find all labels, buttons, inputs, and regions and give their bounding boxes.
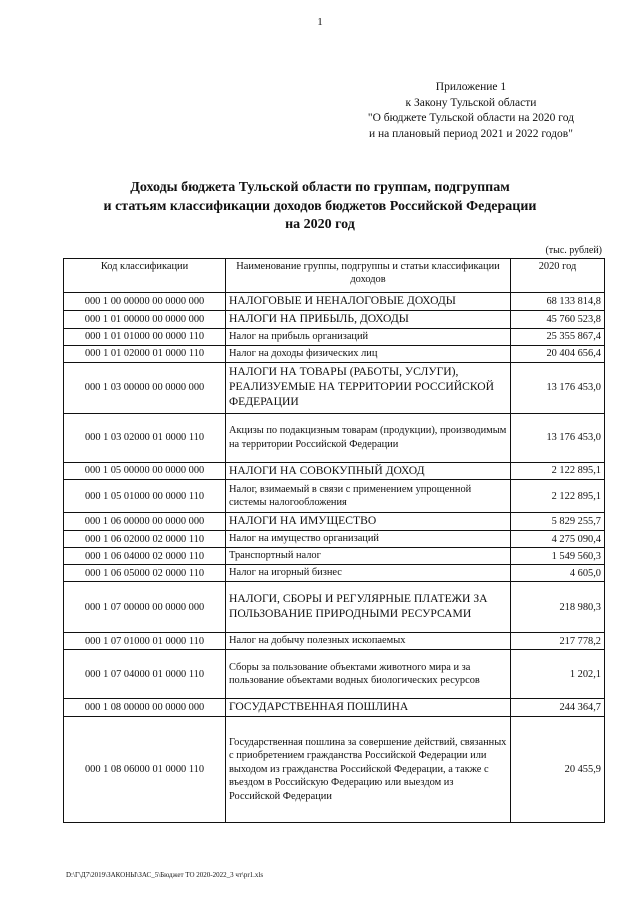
document-title bbox=[40, 179, 600, 235]
appendix-line: и на плановый период 2021 и 2022 годов" bbox=[368, 127, 573, 140]
value-cell: 244 364,7 bbox=[511, 699, 605, 717]
appendix-line: "О бюджете Тульской области на 2020 год bbox=[367, 112, 574, 124]
value-cell: 13 176 453,0 bbox=[511, 362, 605, 413]
header-code: Код классификации bbox=[64, 259, 226, 293]
name-cell: Государственная пошлина за совершение действий, связанных с приобретением гражданства Российской Федерации или выходом из гражданства Российской Федерации, а также с въездом в Российскую Федерацию или выездом из Российской Федерации bbox=[226, 716, 511, 822]
appendix-line: Приложение 1 bbox=[435, 81, 507, 93]
code-cell: 000 1 08 00000 00 0000 000 bbox=[64, 699, 226, 717]
table-row bbox=[64, 462, 605, 480]
code-cell: 000 1 06 02000 02 0000 110 bbox=[64, 531, 226, 548]
code-cell: 000 1 08 06000 01 0000 110 bbox=[64, 716, 226, 822]
value-cell: 25 355 867,4 bbox=[511, 328, 605, 345]
table-row bbox=[64, 716, 605, 822]
name-cell: Налог на прибыль организаций bbox=[226, 328, 511, 345]
code-cell: 000 1 06 04000 02 0000 110 bbox=[64, 548, 226, 565]
value-cell: 68 133 814,8 bbox=[511, 293, 605, 311]
name-cell: Налог, взимаемый в связи с применением упрощенной системы налогообложения bbox=[226, 480, 511, 513]
table-row bbox=[64, 345, 605, 362]
code-cell: 000 1 05 01000 00 0000 110 bbox=[64, 480, 226, 513]
code-cell: 000 1 07 00000 00 0000 000 bbox=[64, 582, 226, 633]
value-cell: 20 404 656,4 bbox=[511, 345, 605, 362]
name-cell: Налог на игорный бизнес bbox=[226, 565, 511, 582]
value-cell: 2 122 895,1 bbox=[511, 462, 605, 480]
name-cell: Транспортный налог bbox=[226, 548, 511, 565]
value-cell: 4 275 090,4 bbox=[511, 531, 605, 548]
title-line: Доходы бюджета Тульской области по группам, подгруппам bbox=[130, 180, 510, 195]
appendix-note bbox=[368, 80, 574, 142]
table-row bbox=[64, 565, 605, 582]
value-cell: 45 760 523,8 bbox=[511, 310, 605, 328]
table-row bbox=[64, 650, 605, 699]
name-cell: Сборы за пользование объектами животного мира и за пользование объектами водных биологических ресурсов bbox=[226, 650, 511, 699]
file-path-footer: D:\Г\Д7\2019\ЗАКОНЫ\ЗАС_5\Бюджет ТО 2020-2022_3 чт\pr1.xls bbox=[66, 871, 264, 879]
table-row bbox=[64, 531, 605, 548]
table-row bbox=[64, 633, 605, 650]
name-cell: Налог на доходы физических лиц bbox=[226, 345, 511, 362]
table-row bbox=[64, 548, 605, 565]
code-cell: 000 1 05 00000 00 0000 000 bbox=[64, 462, 226, 480]
code-cell: 000 1 03 02000 01 0000 110 bbox=[64, 413, 226, 462]
code-cell: 000 1 06 00000 00 0000 000 bbox=[64, 513, 226, 531]
name-cell: Налог на добычу полезных ископаемых bbox=[226, 633, 511, 650]
name-cell: НАЛОГИ, СБОРЫ И РЕГУЛЯРНЫЕ ПЛАТЕЖИ ЗА ПОЛЬЗОВАНИЕ ПРИРОДНЫМИ РЕСУРСАМИ bbox=[226, 582, 511, 633]
code-cell: 000 1 01 00000 00 0000 000 bbox=[64, 310, 226, 328]
revenue-table bbox=[63, 258, 605, 823]
name-cell: Акцизы по подакцизным товарам (продукции), производимым на территории Российской Федерации bbox=[226, 413, 511, 462]
value-cell: 217 778,2 bbox=[511, 633, 605, 650]
table-row bbox=[64, 480, 605, 513]
title-line: и статьям классификации доходов бюджетов Российской Федерации bbox=[103, 198, 537, 214]
table-header-row bbox=[64, 259, 605, 293]
value-cell: 4 605,0 bbox=[511, 565, 605, 582]
table-row bbox=[64, 582, 605, 633]
code-cell: 000 1 01 01000 00 0000 110 bbox=[64, 328, 226, 345]
name-cell: НАЛОГОВЫЕ И НЕНАЛОГОВЫЕ ДОХОДЫ bbox=[226, 293, 511, 311]
page-number: 1 bbox=[317, 16, 323, 28]
table-row bbox=[64, 328, 605, 345]
code-cell: 000 1 00 00000 00 0000 000 bbox=[64, 293, 226, 311]
table-row bbox=[64, 513, 605, 531]
units-label: (тыс. рублей) bbox=[545, 245, 602, 256]
value-cell: 218 980,3 bbox=[511, 582, 605, 633]
table-row bbox=[64, 362, 605, 413]
value-cell: 1 202,1 bbox=[511, 650, 605, 699]
code-cell: 000 1 07 04000 01 0000 110 bbox=[64, 650, 226, 699]
name-cell: НАЛОГИ НА СОВОКУПНЫЙ ДОХОД bbox=[226, 462, 511, 480]
name-cell: Налог на имущество организаций bbox=[226, 531, 511, 548]
value-cell: 5 829 255,7 bbox=[511, 513, 605, 531]
value-cell: 20 455,9 bbox=[511, 716, 605, 822]
name-cell: НАЛОГИ НА ПРИБЫЛЬ, ДОХОДЫ bbox=[226, 310, 511, 328]
code-cell: 000 1 06 05000 02 0000 110 bbox=[64, 565, 226, 582]
code-cell: 000 1 07 01000 01 0000 110 bbox=[64, 633, 226, 650]
table-row bbox=[64, 413, 605, 462]
table-row bbox=[64, 699, 605, 717]
header-value: 2020 год bbox=[511, 259, 605, 293]
name-cell: НАЛОГИ НА ИМУЩЕСТВО bbox=[226, 513, 511, 531]
name-cell: ГОСУДАРСТВЕННАЯ ПОШЛИНА bbox=[226, 699, 511, 717]
name-cell: НАЛОГИ НА ТОВАРЫ (РАБОТЫ, УСЛУГИ), РЕАЛИЗУЕМЫЕ НА ТЕРРИТОРИИ РОССИЙСКОЙ ФЕДЕРАЦИИ bbox=[226, 362, 511, 413]
value-cell: 1 549 560,3 bbox=[511, 548, 605, 565]
header-name: Наименование группы, подгруппы и статьи классификации доходов bbox=[226, 259, 511, 293]
value-cell: 2 122 895,1 bbox=[511, 480, 605, 513]
code-cell: 000 1 01 02000 01 0000 110 bbox=[64, 345, 226, 362]
code-cell: 000 1 03 00000 00 0000 000 bbox=[64, 362, 226, 413]
appendix-line: к Закону Тульской области bbox=[405, 96, 537, 109]
value-cell: 13 176 453,0 bbox=[511, 413, 605, 462]
table-row bbox=[64, 293, 605, 311]
table-row bbox=[64, 310, 605, 328]
title-line: на 2020 год bbox=[285, 217, 355, 232]
